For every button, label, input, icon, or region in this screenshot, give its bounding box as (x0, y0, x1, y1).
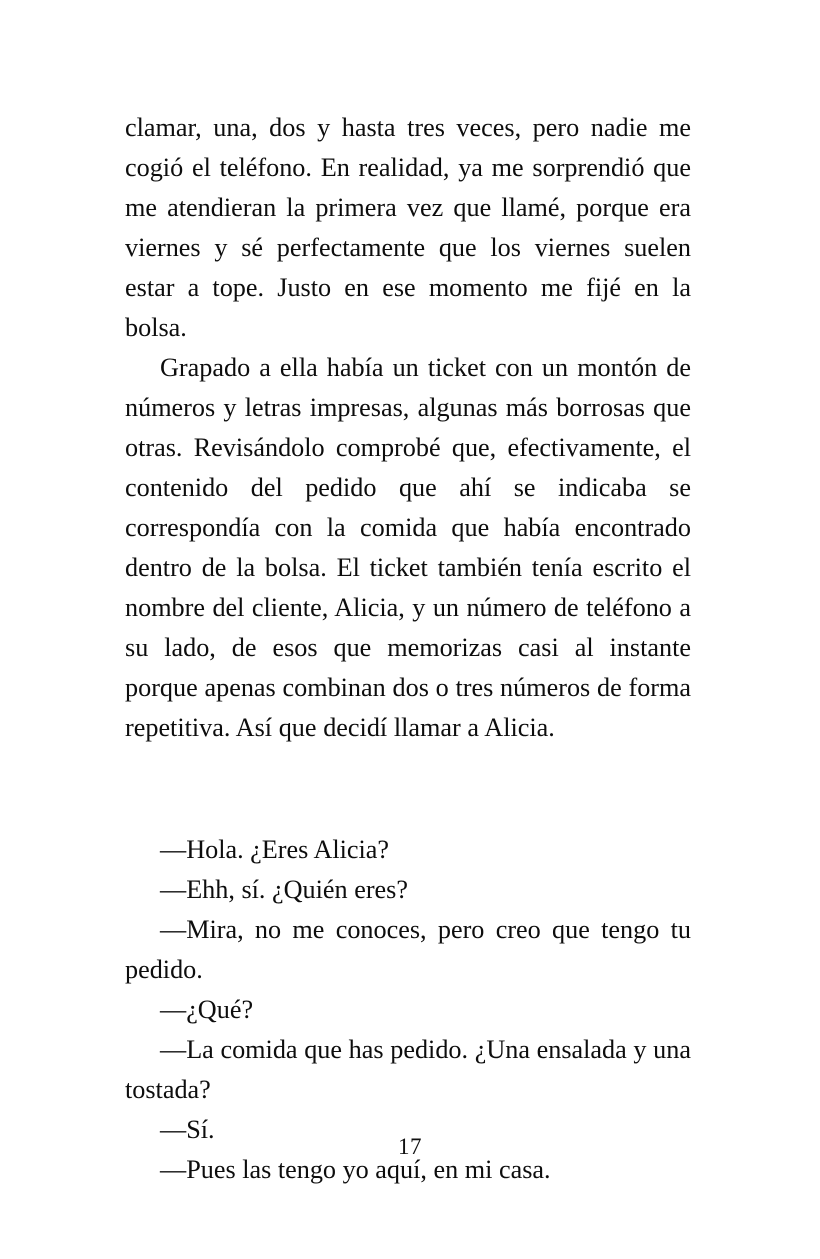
dialogue-line-7: —Pues las tengo yo aquí, en mi casa. (160, 1155, 551, 1184)
dialogue-line-3: —Mira, no me conoces, pero creo que tengo tu pedido. (125, 915, 691, 984)
dialogue-line-2: —Ehh, sí. ¿Quién eres? (160, 875, 408, 904)
page-number: 17 (398, 1134, 422, 1159)
dialogue-line-1: —Hola. ¿Eres Alicia? (160, 835, 390, 864)
section-break-spacer (125, 748, 691, 830)
paragraph-1: clamar, una, dos y hasta tres veces, pero nadie me cogió el teléfono. En realidad, ya me sorprendió que me atendieran la primera vez que llamé, porque era viernes y sé perfectamente que los viernes suelen estar a tope. Justo en ese momento me fijé en la bolsa. (125, 113, 691, 342)
dialogue-line-5: —La comida que has pedido. ¿Una ensalada y una tostada? (125, 1035, 691, 1104)
paragraph-2: Grapado a ella había un ticket con un montón de números y letras impresas, algunas más borrosas que otras. Revisándolo comprobé que, efectivamente, el contenido del pedido que ahí se indicaba se correspondía con la comida que había encontrado dentro de la bolsa. El ticket también tenía escrito el nombre del cliente, Alicia, y un número de teléfono a su lado, de esos que memorizas casi al instante porque apenas combinan dos o tres números de forma repetitiva. Así que decidí llamar a Alicia. (125, 353, 691, 742)
dialogue-line-6: —Sí. (160, 1115, 215, 1144)
dialogue-line-4: —¿Qué? (160, 995, 254, 1024)
page-text-block (125, 108, 691, 1190)
